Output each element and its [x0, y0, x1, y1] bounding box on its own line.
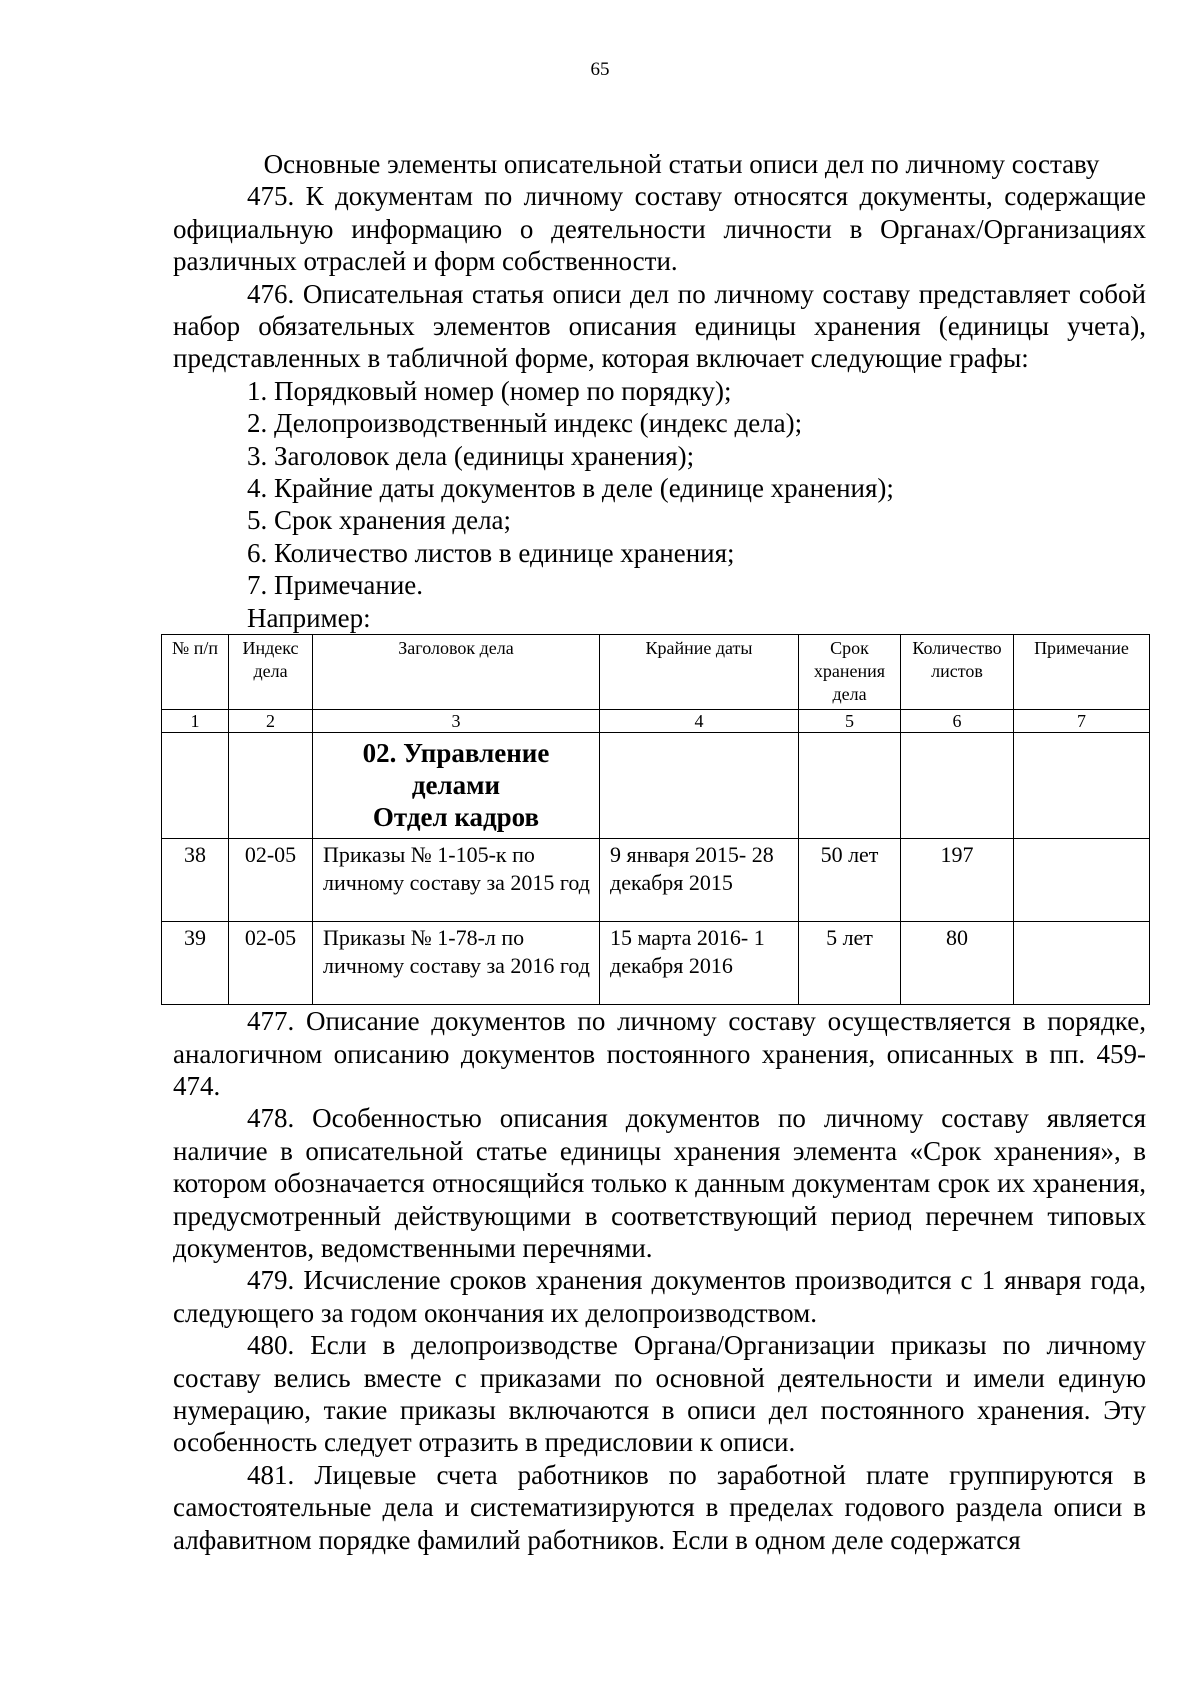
- section-title-line: делами: [411, 770, 501, 801]
- list-item: 6. Количество листов в единице хранения;: [247, 537, 735, 568]
- example-inventory-table: [161, 634, 1150, 1005]
- paragraph-480: 480. Если в делопроизводстве Органа/Организации приказы по личному составу велись вместе с приказами по основной деятельности и имели единую нумерацию, такие приказы включаются в описи дел постоянного хранения. Эту особенность следует отразить в предисловии к описи.: [173, 1330, 1146, 1458]
- table-row: [162, 839, 1150, 922]
- cell-index: 02-05: [229, 839, 313, 922]
- column-number: 5: [799, 710, 901, 733]
- column-number-row: [162, 710, 1150, 733]
- list-item: 4. Крайние даты документов в деле (единице хранения);: [247, 473, 894, 504]
- list-item: 3. Заголовок дела (единицы хранения);: [247, 440, 695, 471]
- paragraph-476: 476. Описательная статья описи дел по личному составу представляет собой набор обязательных элементов описания единицы хранения (единицы учета), представленных в табличной форме, которая включает следующие графы:: [173, 278, 1146, 374]
- paragraph-475: 475. К документам по личному составу относятся документы, содержащие официальную информацию о деятельности личности в Органах/Организациях различных отраслей и форм собственности.: [173, 181, 1146, 277]
- cell-number: 39: [162, 922, 229, 1005]
- column-number: 3: [313, 710, 600, 733]
- cell-sheets: 197: [901, 839, 1014, 922]
- paragraph-481: 481. Лицевые счета работников по заработной плате группируются в самостоятельные дела и систематизируются в пределах годового раздела описи в алфавитном порядке фамилий работников. Если в одном деле содержатся: [173, 1459, 1146, 1555]
- column-number: 4: [600, 710, 799, 733]
- empty-cell: [901, 733, 1014, 839]
- list-item: 2. Делопроизводственный индекс (индекс дела);: [247, 408, 803, 439]
- header-title: Заголовок дела: [313, 635, 600, 710]
- paragraph-479: 479. Исчисление сроков хранения документов производится с 1 января года, следующего за годом окончания их делопроизводством.: [173, 1265, 1146, 1328]
- cell-term: 50 лет: [799, 839, 901, 922]
- example-label: Например:: [247, 602, 371, 633]
- cell-title: Приказы № 1-78-л по личному составу за 2016 год: [313, 922, 600, 1005]
- list-item: 7. Примечание.: [247, 570, 424, 601]
- table-header-row: [162, 635, 1150, 710]
- cell-note: [1014, 839, 1150, 922]
- cell-title: Приказы № 1-105-к по личному составу за 2015 год: [313, 839, 600, 922]
- section-title-line: 02. Управление: [362, 738, 550, 769]
- column-number: 1: [162, 710, 229, 733]
- empty-cell: [799, 733, 901, 839]
- cell-number: 38: [162, 839, 229, 922]
- cell-sheets: 80: [901, 922, 1014, 1005]
- section-title-cell: [313, 733, 600, 839]
- header-number: № п/п: [162, 635, 229, 710]
- empty-cell: [1014, 733, 1150, 839]
- column-number: 2: [229, 710, 313, 733]
- document-body: [173, 148, 1146, 1556]
- section-title-line: Отдел кадров: [372, 802, 540, 833]
- cell-dates: 15 марта 2016- 1 декабря 2016: [600, 922, 799, 1005]
- table-row: [162, 922, 1150, 1005]
- section-row: [162, 733, 1150, 839]
- list-item: 1. Порядковый номер (номер по порядку);: [247, 375, 732, 406]
- cell-note: [1014, 922, 1150, 1005]
- header-term: Срок хранения дела: [799, 635, 901, 710]
- header-sheets: Количество листов: [901, 635, 1014, 710]
- paragraph-477: 477. Описание документов по личному составу осуществляется в порядке, аналогичном описанию документов постоянного хранения, описанных в пп. 459-474.: [173, 1006, 1146, 1101]
- cell-dates: 9 января 2015- 28 декабря 2015: [600, 839, 799, 922]
- header-note: Примечание: [1014, 635, 1150, 710]
- paragraph-478: 478. Особенностью описания документов по личному составу является наличие в описательной статье единицы хранения элемента «Срок хранения», в котором обозначается относящийся только к данным документам срок их хранения, предусмотренный действующими в соответствующий период перечнем типовых документов, ведомственными перечнями.: [173, 1103, 1146, 1263]
- empty-cell: [600, 733, 799, 839]
- page-number: 65: [590, 59, 610, 80]
- list-item: 5. Срок хранения дела;: [247, 505, 512, 536]
- header-index: Индекс дела: [229, 635, 313, 710]
- column-number: 6: [901, 710, 1014, 733]
- empty-cell: [162, 733, 229, 839]
- empty-cell: [229, 733, 313, 839]
- column-number: 7: [1014, 710, 1150, 733]
- cell-index: 02-05: [229, 922, 313, 1005]
- cell-term: 5 лет: [799, 922, 901, 1005]
- header-dates: Крайние даты: [600, 635, 799, 710]
- section-heading: Основные элементы описательной статьи описи дел по личному составу: [263, 149, 1100, 179]
